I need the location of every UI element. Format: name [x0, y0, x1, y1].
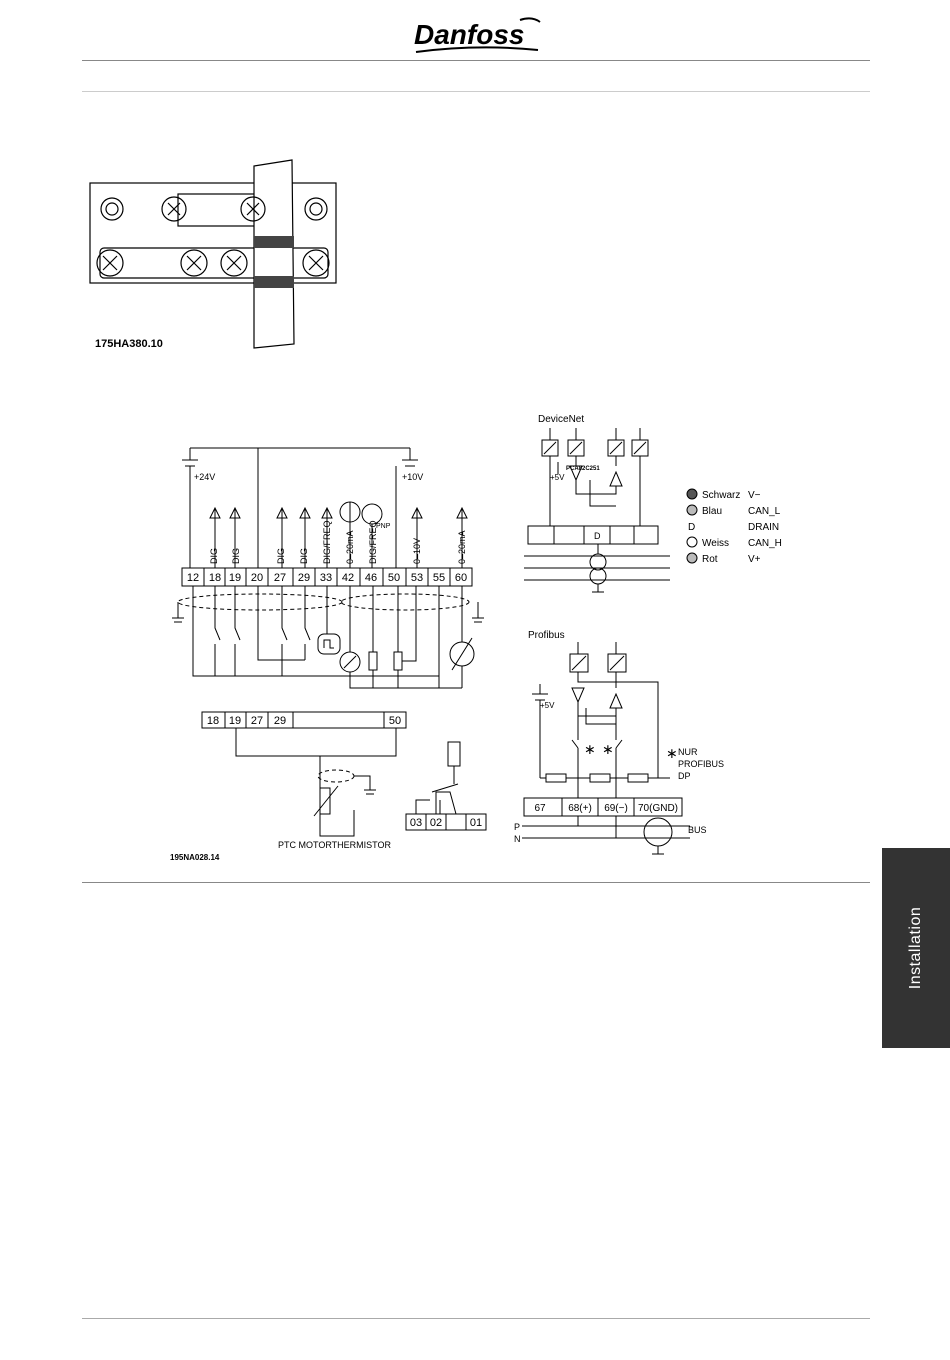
wire-color-name: Rot: [702, 554, 718, 565]
header-rule-light: [82, 91, 870, 92]
figure-bottom-rule: [82, 882, 870, 883]
ptc-terminal-29: 29: [273, 715, 287, 727]
footer-rule: [82, 1318, 870, 1319]
terminal-function-label: DIG: [231, 547, 241, 564]
terminal-55: 55: [432, 572, 446, 584]
terminal-60: 60: [454, 572, 468, 584]
profibus-terminal: 70(GND): [637, 803, 679, 814]
figure-code-clamp: 175HA380.10: [95, 338, 163, 350]
wire-color-name: Blau: [702, 506, 723, 517]
terminal-function-label: 0–20mA: [457, 530, 467, 564]
section-tab[interactable]: [882, 848, 950, 1048]
terminal-function-label: DIG: [299, 547, 309, 564]
logo-text: Danfoss: [414, 19, 525, 50]
terminal-function-label: DIG/FREQ: [322, 520, 332, 564]
devicenet-chip: PCA82C251: [566, 466, 600, 472]
terminal-19: 19: [228, 572, 242, 584]
profibus-5v: +5V: [540, 701, 555, 710]
wire-color-name: Schwarz: [702, 490, 741, 501]
terminal-20: 20: [250, 572, 264, 584]
devicenet-d-terminal: D: [594, 531, 601, 541]
profibus-note-2: PROFIBUS: [678, 759, 725, 769]
figure-code-wiring: 195NA028.14: [170, 853, 220, 862]
cable-clamp-drawing: [88, 158, 340, 350]
profibus-title: Profibus: [528, 630, 565, 641]
terminal-function-label: DIG: [209, 547, 219, 564]
profibus-diagram: [510, 628, 810, 858]
wire-signal-name: CAN_L: [748, 506, 781, 517]
pnp-label: PNP: [376, 523, 391, 530]
terminal-function-label: DIG: [276, 547, 286, 564]
profibus-terminal: 68(+): [568, 803, 592, 814]
relay-terminal-02: 02: [429, 817, 443, 829]
wire-signal-name: CAN_H: [748, 538, 782, 549]
wire-color-name: D: [688, 522, 696, 533]
terminal-46: 46: [364, 572, 378, 584]
section-tab-label: Installation: [907, 906, 924, 990]
devicenet-diagram: [510, 410, 810, 600]
profibus-asterisk-1: ∗: [584, 741, 596, 757]
relay-terminal-01: 01: [469, 817, 483, 829]
devicenet-5v: +5V: [550, 473, 565, 482]
profibus-note-3: DP: [678, 771, 691, 781]
profibus-asterisk-2: ∗: [602, 741, 614, 757]
terminal-27: 27: [273, 572, 287, 584]
profibus-note-mark: ∗: [666, 745, 678, 761]
control-wiring-diagram: [160, 440, 490, 865]
wire-color-swatch: [687, 505, 697, 515]
terminal-function-label: 0–20mA: [345, 530, 355, 564]
profibus-p: P: [514, 822, 521, 832]
terminal-50: 50: [387, 572, 401, 584]
ptc-terminal-18: 18: [206, 715, 220, 727]
relay-terminal-03: 03: [409, 817, 423, 829]
terminal-function-label: DIG/FREQ: [368, 520, 378, 564]
ptc-terminal-19: 19: [228, 715, 242, 727]
wire-signal-name: V−: [748, 490, 761, 501]
wire-color-swatch: [687, 537, 697, 547]
wire-color-swatch: [687, 489, 697, 499]
profibus-n: N: [514, 834, 521, 844]
terminal-18: 18: [208, 572, 222, 584]
terminal-29: 29: [297, 572, 311, 584]
ptc-motorthermistor-label: PTC MOTORTHERMISTOR: [278, 840, 392, 850]
profibus-bus: BUS: [688, 825, 707, 835]
supply-10v-label: +10V: [402, 472, 424, 482]
wire-signal-name: V+: [748, 554, 761, 565]
wire-signal-name: DRAIN: [748, 522, 780, 533]
supply-24v-label: +24V: [194, 472, 216, 482]
profibus-terminal: 69(−): [604, 803, 628, 814]
terminal-42: 42: [341, 572, 355, 584]
devicenet-title: DeviceNet: [538, 414, 585, 425]
profibus-note-1: NUR: [678, 747, 698, 757]
profibus-terminal: 67: [534, 803, 546, 814]
ptc-terminal-50: 50: [388, 715, 402, 727]
wire-color-swatch: [687, 553, 697, 563]
ptc-terminal-27: 27: [250, 715, 264, 727]
terminal-33: 33: [319, 572, 333, 584]
terminal-53: 53: [410, 572, 424, 584]
terminal-12: 12: [186, 572, 200, 584]
danfoss-logo: [408, 14, 548, 60]
header-rule: [82, 60, 870, 61]
wire-color-name: Weiss: [702, 538, 730, 549]
terminal-function-label: 0–10V: [412, 537, 422, 564]
